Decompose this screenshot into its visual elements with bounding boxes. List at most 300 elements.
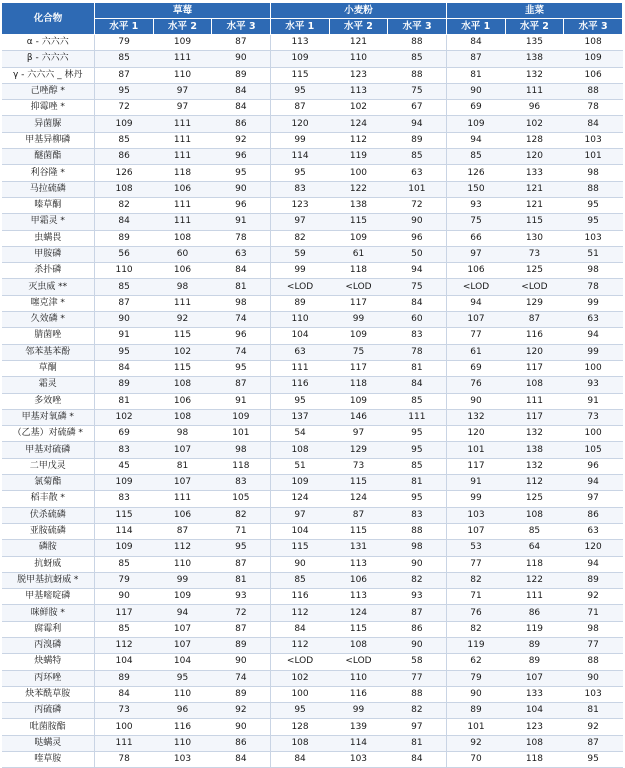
value-cell: 100 <box>329 165 388 181</box>
value-cell: 92 <box>212 132 271 148</box>
value-cell: 81 <box>212 279 271 295</box>
value-cell: 108 <box>505 735 564 751</box>
value-cell: 74 <box>212 312 271 328</box>
header-level-1: 水平 1 <box>95 19 154 35</box>
value-cell: 121 <box>329 35 388 51</box>
value-cell: 109 <box>95 475 154 491</box>
value-cell: 124 <box>329 491 388 507</box>
value-cell: 61 <box>329 246 388 262</box>
value-cell: 98 <box>212 442 271 458</box>
value-cell: 101 <box>446 442 505 458</box>
value-cell: 128 <box>270 719 329 735</box>
value-cell: 104 <box>95 654 154 670</box>
value-cell: 125 <box>505 491 564 507</box>
value-cell: 85 <box>95 279 154 295</box>
value-cell: 72 <box>212 605 271 621</box>
value-cell: 84 <box>388 377 447 393</box>
value-cell: 89 <box>95 230 154 246</box>
compound-name-cell: 甲基异柳磷 <box>2 132 95 148</box>
value-cell: 75 <box>388 279 447 295</box>
value-cell: 107 <box>153 621 212 637</box>
value-cell: 108 <box>95 181 154 197</box>
value-cell: 63 <box>270 344 329 360</box>
value-cell: 132 <box>505 67 564 83</box>
compound-name-cell: 丙硫磷 <box>2 703 95 719</box>
value-cell: 115 <box>329 523 388 539</box>
value-cell: 97 <box>270 507 329 523</box>
value-cell: 79 <box>446 670 505 686</box>
header-level-3: 水平 3 <box>212 19 271 35</box>
value-cell: 117 <box>505 360 564 376</box>
compound-name-cell: 伏杀硫磷 <box>2 507 95 523</box>
value-cell: 58 <box>388 654 447 670</box>
value-cell: 73 <box>564 409 623 425</box>
value-cell: 89 <box>270 295 329 311</box>
value-cell: 100 <box>270 686 329 702</box>
table-row <box>2 132 623 148</box>
value-cell: 77 <box>446 556 505 572</box>
value-cell: 45 <box>95 458 154 474</box>
value-cell: 113 <box>329 589 388 605</box>
table-row <box>2 556 623 572</box>
value-cell: 110 <box>329 51 388 67</box>
table-row <box>2 589 623 605</box>
value-cell: 99 <box>153 572 212 588</box>
value-cell: 63 <box>564 312 623 328</box>
value-cell: 100 <box>564 360 623 376</box>
value-cell: 87 <box>212 377 271 393</box>
table-row <box>2 263 623 279</box>
value-cell: 103 <box>564 132 623 148</box>
value-cell: 102 <box>270 670 329 686</box>
table-row <box>2 572 623 588</box>
value-cell: 112 <box>270 637 329 653</box>
value-cell: 97 <box>270 214 329 230</box>
value-cell: 83 <box>212 475 271 491</box>
value-cell: 109 <box>95 540 154 556</box>
value-cell: 86 <box>212 735 271 751</box>
value-cell: 69 <box>446 360 505 376</box>
table-row <box>2 181 623 197</box>
value-cell: 106 <box>329 572 388 588</box>
value-cell: 105 <box>564 442 623 458</box>
value-cell: 117 <box>446 458 505 474</box>
value-cell: 95 <box>95 344 154 360</box>
value-cell: 95 <box>212 360 271 376</box>
value-cell: 90 <box>564 670 623 686</box>
compound-name-cell: 腈菌唑 <box>2 328 95 344</box>
value-cell: 108 <box>270 442 329 458</box>
value-cell: <LOD <box>446 279 505 295</box>
value-cell: 60 <box>388 312 447 328</box>
value-cell: 59 <box>270 246 329 262</box>
value-cell: 90 <box>446 686 505 702</box>
value-cell: 85 <box>388 149 447 165</box>
compound-name-cell: 噻克津 * <box>2 295 95 311</box>
value-cell: 95 <box>270 165 329 181</box>
value-cell: 96 <box>212 197 271 213</box>
value-cell: 129 <box>505 295 564 311</box>
table-row <box>2 719 623 735</box>
value-cell: 71 <box>564 605 623 621</box>
value-cell: 122 <box>505 572 564 588</box>
value-cell: 139 <box>329 719 388 735</box>
value-cell: 95 <box>270 393 329 409</box>
value-cell: 88 <box>564 654 623 670</box>
value-cell: 95 <box>153 670 212 686</box>
value-cell: 120 <box>505 344 564 360</box>
value-cell: 84 <box>212 263 271 279</box>
value-cell: 113 <box>329 556 388 572</box>
value-cell: 72 <box>388 197 447 213</box>
value-cell: 69 <box>446 100 505 116</box>
value-cell: 120 <box>505 149 564 165</box>
value-cell: 137 <box>270 409 329 425</box>
value-cell: 98 <box>564 621 623 637</box>
value-cell: 101 <box>212 426 271 442</box>
value-cell: 107 <box>446 523 505 539</box>
value-cell: 76 <box>446 605 505 621</box>
value-cell: 95 <box>388 426 447 442</box>
table-row <box>2 279 623 295</box>
header-group-leek: 韭菜 <box>446 3 622 19</box>
value-cell: 110 <box>95 263 154 279</box>
value-cell: 85 <box>95 51 154 67</box>
value-cell: 115 <box>153 328 212 344</box>
value-cell: 90 <box>388 556 447 572</box>
table-row <box>2 165 623 181</box>
compound-name-cell: α - 六六六 <box>2 35 95 51</box>
value-cell: 81 <box>388 475 447 491</box>
compound-name-cell: 丙环唑 <box>2 670 95 686</box>
value-cell: 88 <box>564 83 623 99</box>
value-cell: 86 <box>564 507 623 523</box>
value-cell: 109 <box>95 116 154 132</box>
value-cell: 86 <box>505 605 564 621</box>
value-cell: 91 <box>564 393 623 409</box>
compound-name-cell: 嗪草酮 <box>2 197 95 213</box>
compound-name-cell: 甲基对氧磷 * <box>2 409 95 425</box>
table-row <box>2 35 623 51</box>
value-cell: 132 <box>446 409 505 425</box>
value-cell: 85 <box>505 523 564 539</box>
value-cell: 87 <box>388 605 447 621</box>
value-cell: 78 <box>212 230 271 246</box>
value-cell: 95 <box>388 442 447 458</box>
compound-name-cell: 亚胺硫磷 <box>2 523 95 539</box>
value-cell: 56 <box>95 246 154 262</box>
value-cell: 99 <box>329 312 388 328</box>
value-cell: 83 <box>95 491 154 507</box>
value-cell: 120 <box>270 116 329 132</box>
value-cell: 109 <box>564 51 623 67</box>
value-cell: 104 <box>270 328 329 344</box>
value-cell: 111 <box>153 51 212 67</box>
value-cell: 94 <box>446 132 505 148</box>
value-cell: 84 <box>564 116 623 132</box>
value-cell: 61 <box>446 344 505 360</box>
table-row <box>2 214 623 230</box>
compound-name-cell: 喹草胺 <box>2 752 95 768</box>
value-cell: 108 <box>153 409 212 425</box>
value-cell: 90 <box>95 312 154 328</box>
value-cell: 86 <box>95 149 154 165</box>
value-cell: 94 <box>388 116 447 132</box>
value-cell: 108 <box>505 507 564 523</box>
value-cell: 111 <box>153 149 212 165</box>
value-cell: 104 <box>505 703 564 719</box>
value-cell: 111 <box>153 197 212 213</box>
table-row <box>2 507 623 523</box>
value-cell: 107 <box>153 442 212 458</box>
value-cell: 111 <box>505 83 564 99</box>
value-cell: 90 <box>212 51 271 67</box>
table-row <box>2 197 623 213</box>
value-cell: 132 <box>505 426 564 442</box>
value-cell: 93 <box>564 377 623 393</box>
table-row <box>2 735 623 751</box>
compound-name-cell: 磷胺 <box>2 540 95 556</box>
compound-name-cell: 稻丰散 * <box>2 491 95 507</box>
value-cell: 84 <box>212 752 271 768</box>
value-cell: 99 <box>446 491 505 507</box>
value-cell: 110 <box>329 670 388 686</box>
value-cell: 91 <box>95 328 154 344</box>
value-cell: <LOD <box>270 654 329 670</box>
value-cell: 109 <box>270 51 329 67</box>
table-row <box>2 393 623 409</box>
value-cell: 114 <box>95 523 154 539</box>
value-cell: 118 <box>505 752 564 768</box>
value-cell: 89 <box>505 637 564 653</box>
value-cell: 73 <box>329 458 388 474</box>
value-cell: 84 <box>446 35 505 51</box>
table-row <box>2 703 623 719</box>
value-cell: 116 <box>153 719 212 735</box>
value-cell: 122 <box>329 181 388 197</box>
value-cell: 103 <box>153 752 212 768</box>
value-cell: 111 <box>270 360 329 376</box>
value-cell: 102 <box>329 100 388 116</box>
value-cell: 78 <box>564 100 623 116</box>
value-cell: 86 <box>212 116 271 132</box>
value-cell: 93 <box>446 197 505 213</box>
value-cell: 69 <box>95 426 154 442</box>
value-cell: 82 <box>270 230 329 246</box>
value-cell: 102 <box>505 116 564 132</box>
value-cell: 96 <box>388 230 447 246</box>
value-cell: 92 <box>446 735 505 751</box>
value-cell: 99 <box>564 344 623 360</box>
header-row-groups <box>2 3 623 19</box>
table-row <box>2 312 623 328</box>
value-cell: 121 <box>505 197 564 213</box>
value-cell: 99 <box>329 703 388 719</box>
compound-name-cell: γ - 六六六 _ 林丹 <box>2 67 95 83</box>
value-cell: 110 <box>270 312 329 328</box>
table-row <box>2 295 623 311</box>
value-cell: 97 <box>329 426 388 442</box>
compound-name-cell: 杀扑磷 <box>2 263 95 279</box>
table-row <box>2 654 623 670</box>
table-row <box>2 491 623 507</box>
table-row <box>2 686 623 702</box>
value-cell: 70 <box>446 752 505 768</box>
value-cell: 85 <box>388 51 447 67</box>
header-level-1: 水平 1 <box>446 19 505 35</box>
value-cell: 129 <box>329 442 388 458</box>
value-cell: 85 <box>446 149 505 165</box>
value-cell: 88 <box>388 67 447 83</box>
value-cell: 63 <box>212 246 271 262</box>
value-cell: 109 <box>446 116 505 132</box>
table-row <box>2 149 623 165</box>
value-cell: 115 <box>270 67 329 83</box>
value-cell: 112 <box>95 637 154 653</box>
compound-name-cell: 异菌脲 <box>2 116 95 132</box>
value-cell: 90 <box>95 589 154 605</box>
header-group-strawberry: 草莓 <box>95 3 271 19</box>
value-cell: 111 <box>95 735 154 751</box>
value-cell: 87 <box>95 295 154 311</box>
value-cell: 94 <box>153 605 212 621</box>
value-cell: 123 <box>270 197 329 213</box>
compound-name-cell: 腐霉利 <box>2 621 95 637</box>
value-cell: 109 <box>329 328 388 344</box>
value-cell: 138 <box>505 442 564 458</box>
value-cell: 106 <box>153 393 212 409</box>
value-cell: 120 <box>564 540 623 556</box>
header-level-3: 水平 3 <box>564 19 623 35</box>
compound-name-cell: 醚菌酯 <box>2 149 95 165</box>
compound-name-cell: 抑霉唑 * <box>2 100 95 116</box>
value-cell: 67 <box>388 100 447 116</box>
value-cell: 99 <box>270 263 329 279</box>
value-cell: 84 <box>95 360 154 376</box>
value-cell: 75 <box>329 344 388 360</box>
value-cell: 97 <box>153 100 212 116</box>
value-cell: 87 <box>153 523 212 539</box>
value-cell: 108 <box>505 377 564 393</box>
value-cell: 87 <box>564 735 623 751</box>
value-cell: 98 <box>564 263 623 279</box>
value-cell: 90 <box>212 181 271 197</box>
value-cell: 63 <box>564 523 623 539</box>
value-cell: 84 <box>388 752 447 768</box>
value-cell: <LOD <box>329 279 388 295</box>
value-cell: 84 <box>95 686 154 702</box>
table-row <box>2 637 623 653</box>
value-cell: 111 <box>153 295 212 311</box>
value-cell: 109 <box>153 589 212 605</box>
value-cell: 71 <box>212 523 271 539</box>
table-row <box>2 621 623 637</box>
value-cell: 89 <box>212 637 271 653</box>
value-cell: 115 <box>270 540 329 556</box>
value-cell: 92 <box>564 719 623 735</box>
value-cell: 78 <box>564 279 623 295</box>
value-cell: 76 <box>446 377 505 393</box>
compound-name-cell: 草酮 <box>2 360 95 376</box>
value-cell: 118 <box>153 165 212 181</box>
value-cell: 101 <box>388 181 447 197</box>
compound-name-cell: 甲霜灵 * <box>2 214 95 230</box>
value-cell: <LOD <box>270 279 329 295</box>
value-cell: 84 <box>270 621 329 637</box>
value-cell: 98 <box>388 540 447 556</box>
value-cell: 88 <box>388 686 447 702</box>
value-cell: 79 <box>95 572 154 588</box>
value-cell: 110 <box>153 67 212 83</box>
value-cell: 95 <box>564 752 623 768</box>
value-cell: 101 <box>446 719 505 735</box>
table-row <box>2 377 623 393</box>
value-cell: 53 <box>446 540 505 556</box>
value-cell: 73 <box>505 246 564 262</box>
value-cell: 83 <box>95 442 154 458</box>
value-cell: 95 <box>212 540 271 556</box>
value-cell: 79 <box>95 35 154 51</box>
value-cell: 85 <box>95 621 154 637</box>
table-row <box>2 475 623 491</box>
compound-name-cell: 脱甲基抗蚜威 * <box>2 572 95 588</box>
value-cell: 90 <box>388 637 447 653</box>
value-cell: 107 <box>505 670 564 686</box>
value-cell: 92 <box>153 312 212 328</box>
table-row <box>2 51 623 67</box>
compound-name-cell: 炔螨特 <box>2 654 95 670</box>
value-cell: 110 <box>153 735 212 751</box>
value-cell: 116 <box>270 377 329 393</box>
compound-name-cell: （乙基）对硫磷 * <box>2 426 95 442</box>
value-cell: 113 <box>329 83 388 99</box>
value-cell: 75 <box>388 83 447 99</box>
value-cell: 84 <box>212 83 271 99</box>
value-cell: 96 <box>212 149 271 165</box>
header-level-2: 水平 2 <box>505 19 564 35</box>
table-row <box>2 752 623 768</box>
value-cell: 82 <box>388 572 447 588</box>
value-cell: 83 <box>388 328 447 344</box>
value-cell: 102 <box>95 409 154 425</box>
value-cell: 89 <box>212 67 271 83</box>
value-cell: 117 <box>505 409 564 425</box>
value-cell: 85 <box>270 572 329 588</box>
value-cell: 111 <box>505 589 564 605</box>
value-cell: 104 <box>153 654 212 670</box>
value-cell: 60 <box>153 246 212 262</box>
value-cell: 87 <box>270 100 329 116</box>
value-cell: 89 <box>95 377 154 393</box>
value-cell: 87 <box>446 51 505 67</box>
compound-name-cell: 氯菊酯 <box>2 475 95 491</box>
compound-name-cell: 甲基嘧啶磷 <box>2 589 95 605</box>
value-cell: 99 <box>270 132 329 148</box>
value-cell: 146 <box>329 409 388 425</box>
value-cell: 94 <box>388 263 447 279</box>
value-cell: 63 <box>388 165 447 181</box>
value-cell: 104 <box>270 523 329 539</box>
value-cell: 109 <box>329 393 388 409</box>
compound-name-cell: 利谷隆 * <box>2 165 95 181</box>
value-cell: 84 <box>95 214 154 230</box>
value-cell: 89 <box>564 572 623 588</box>
header-row-levels <box>2 19 623 35</box>
value-cell: 97 <box>564 491 623 507</box>
value-cell: 88 <box>564 181 623 197</box>
value-cell: 117 <box>329 360 388 376</box>
value-cell: 96 <box>212 328 271 344</box>
